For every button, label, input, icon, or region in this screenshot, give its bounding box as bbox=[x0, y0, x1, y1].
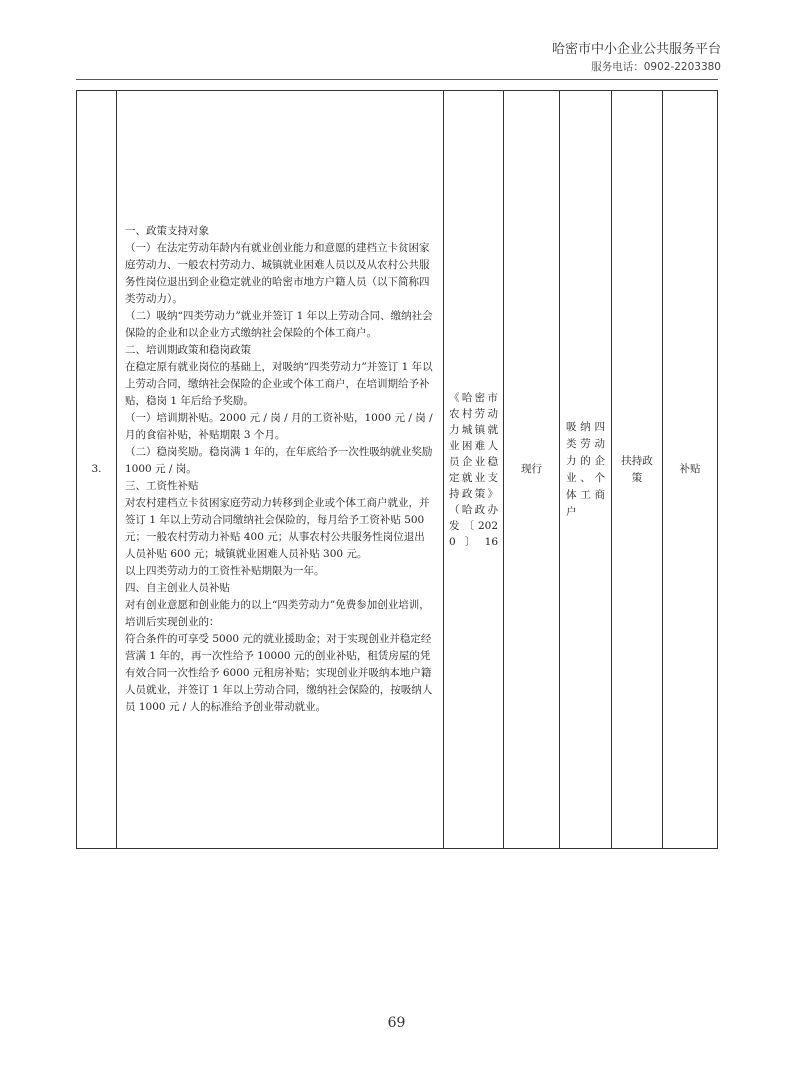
service-phone: 服务电话：0902-2203380 bbox=[591, 61, 721, 73]
header-rule bbox=[76, 79, 718, 80]
policy-table bbox=[76, 90, 718, 849]
content-line: 对有创业意愿和创业能力的以上“四类劳动力”免费参加创业培训，培训后实现创业的： bbox=[125, 599, 430, 628]
content-line: 以上四类劳动力的工资性补贴期限为一年。 bbox=[125, 565, 325, 577]
content-line: 符合条件的可享受 5000 元的就业援助金；对于实现创业并稳定经营满 1 年的，再一次性给予 10000 元的创业补贴，租赁房屋的凭有效合同一次性给予 6000 元租房补贴；实现创业并吸纳本地户籍人员就业，并签订 1 年以上劳动合同，缴纳社会保险的，按吸纳人员 1000 元 / 人的标准给予创业带动就业。 bbox=[125, 633, 433, 713]
support-kind: 补贴 bbox=[663, 91, 718, 849]
content-line: 四、自主创业人员补贴 bbox=[125, 582, 230, 594]
table-row bbox=[77, 91, 718, 849]
content-line: 一、政策支持对象 bbox=[125, 225, 209, 237]
content-line: （二）吸纳“四类劳动力”就业并签订 1 年以上劳动合同、缴纳社会保险的企业和以企业方式缴纳社会保险的个体工商户。 bbox=[125, 310, 433, 339]
content-line: 对农村建档立卡贫困家庭劳动力转移到企业或个体工商户就业，并签订 1 年以上劳动合同缴纳社会保险的，每月给予工资补贴 500 元；一般农村劳动力补贴 400 元；从事农村公共服务性岗位退出人员补贴 600 元；城镇就业困难人员补贴 300 元。 bbox=[125, 497, 430, 560]
content-line: 三、工资性补贴 bbox=[125, 480, 199, 492]
policy-target: 吸纳四类劳动力的企业、个体工商户 bbox=[560, 91, 612, 849]
content-line: 二、培训期政策和稳岗政策 bbox=[125, 344, 251, 356]
page-header bbox=[552, 38, 721, 74]
content-line: （一）培训期补贴。2000 元 / 岗 / 月的工资补贴，1000 元 / 岗 / 月的食宿补贴，补贴期限 3 个月。 bbox=[125, 412, 433, 441]
content-line: （二）稳岗奖励。稳岗满 1 年的，在年底给予一次性吸纳就业奖励 1000 元 / 岗。 bbox=[125, 446, 433, 475]
platform-name: 哈密市中小企业公共服务平台 bbox=[551, 42, 721, 57]
policy-content bbox=[117, 91, 444, 849]
content-line: （一）在法定劳动年龄内有就业创业能力和意愿的建档立卡贫困家庭劳动力、一般农村劳动力、城镇就业困难人员以及从农村公共服务性岗位退出到企业稳定就业的哈密市地方户籍人员（以下简称四类劳动力）。 bbox=[125, 242, 430, 305]
policy-status: 现行 bbox=[504, 91, 560, 849]
policy-basis: 《哈密市农村劳动力城镇就业困难人员企业稳定就业支持政策》（哈政办发〔2020〕16 bbox=[444, 91, 504, 849]
policy-type: 扶持政策 bbox=[612, 91, 663, 849]
row-number: 3. bbox=[77, 91, 117, 849]
content-line: 在稳定原有就业岗位的基础上，对吸纳“四类劳动力”并签订 1 年以上劳动合同，缴纳社会保险的企业或个体工商户，在培训期给予补贴，稳岗 1 年后给予奖励。 bbox=[125, 361, 433, 407]
page-number: 69 bbox=[387, 1015, 406, 1031]
